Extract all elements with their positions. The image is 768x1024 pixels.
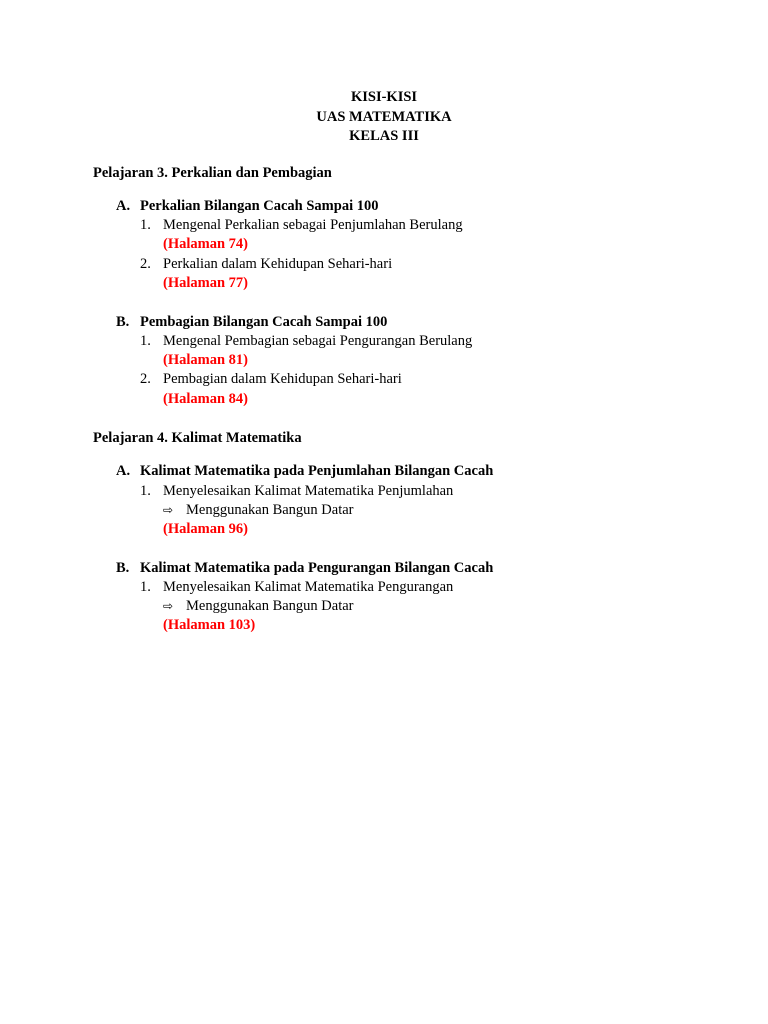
section-letter: A. [116, 463, 131, 479]
section-heading [116, 462, 493, 481]
section-letter: B. [116, 314, 130, 330]
section-letter: A. [116, 198, 131, 214]
title-line-2: UAS MATEMATIKA [316, 108, 452, 125]
page-reference: (Halaman 84) [163, 391, 248, 407]
item-number: 1. [140, 333, 151, 349]
sub-item-text: Menggunakan Bangun Datar [186, 502, 354, 518]
item-text: Menyelesaikan Kalimat Matematika Pengurangan [163, 579, 454, 595]
lesson-heading: Pelajaran 3. Perkalian dan Pembagian [93, 165, 332, 181]
title-line-1: KISI-KISI [350, 89, 418, 105]
item-number: 1. [140, 579, 151, 595]
section-title: Pembagian Bilangan Cacah Sampai 100 [140, 314, 388, 330]
section-title: Kalimat Matematika pada Pengurangan Bilangan Cacah [140, 560, 494, 576]
section-title: Perkalian Bilangan Cacah Sampai 100 [140, 198, 379, 214]
page-reference: (Halaman 96) [163, 521, 248, 537]
item-text: Pembagian dalam Kehidupan Sehari-hari [163, 371, 402, 387]
list-item [140, 482, 453, 501]
title-line-3: KELAS III [349, 128, 419, 144]
item-number: 1. [140, 483, 151, 499]
arrow-right-icon: ⇨ [163, 503, 174, 517]
arrow-right-icon: ⇨ [163, 599, 174, 613]
sub-item-text: Menggunakan Bangun Datar [186, 598, 354, 614]
list-item [140, 255, 392, 274]
item-text: Perkalian dalam Kehidupan Sehari-hari [163, 256, 393, 272]
document-title [0, 88, 768, 147]
page-reference: (Halaman 81) [163, 352, 248, 368]
list-item [140, 578, 453, 597]
item-text: Menyelesaikan Kalimat Matematika Penjumlahan [163, 483, 454, 499]
section-heading [116, 559, 493, 578]
item-number: 2. [140, 371, 151, 387]
list-item [140, 216, 463, 235]
page-reference: (Halaman 103) [163, 617, 256, 633]
lesson-heading: Pelajaran 4. Kalimat Matematika [93, 430, 302, 446]
item-number: 1. [140, 217, 151, 233]
item-text: Mengenal Perkalian sebagai Penjumlahan Berulang [163, 217, 463, 233]
section-letter: B. [116, 560, 130, 576]
sub-item [163, 501, 354, 520]
list-item [140, 332, 472, 351]
item-text: Mengenal Pembagian sebagai Pengurangan Berulang [163, 333, 473, 349]
sub-item [163, 597, 354, 616]
item-number: 2. [140, 256, 151, 272]
page-reference: (Halaman 77) [163, 275, 248, 291]
section-heading [116, 313, 387, 332]
section-heading [116, 197, 378, 216]
page-reference: (Halaman 74) [163, 236, 248, 252]
section-title: Kalimat Matematika pada Penjumlahan Bilangan Cacah [140, 463, 494, 479]
list-item [140, 370, 402, 389]
